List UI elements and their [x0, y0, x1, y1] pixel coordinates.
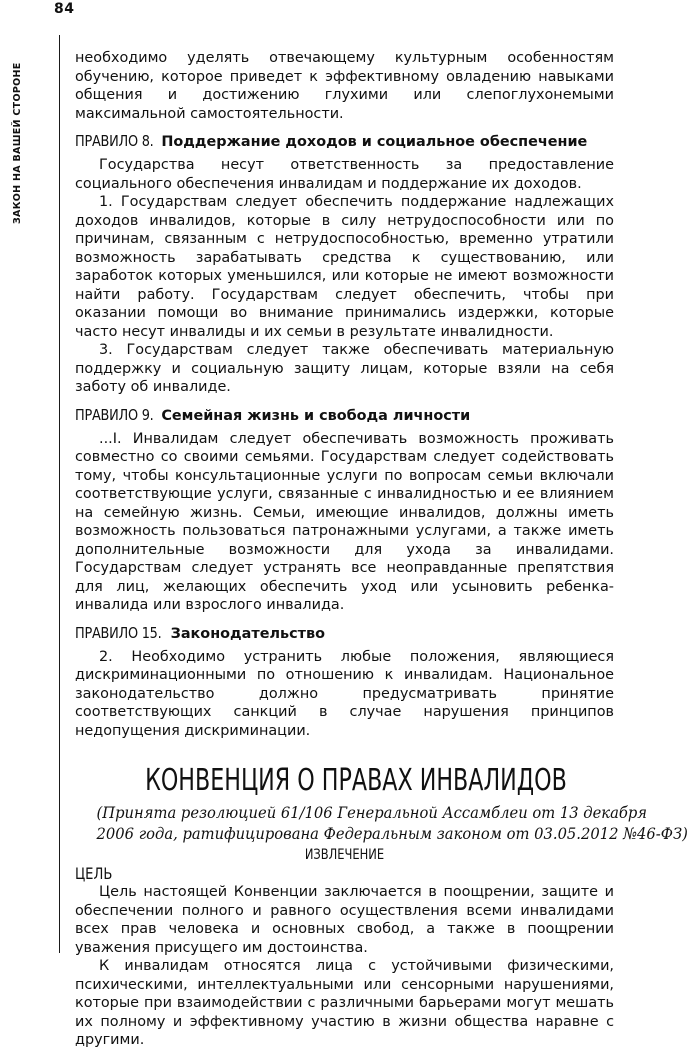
rule-8-paragraph: 3. Государствам следует также обеспечивать материальную поддержку и социальную защиту лицам, которые взяли на себя заботу об инвалиде.: [75, 342, 614, 395]
page-number: 84: [54, 1, 75, 17]
rule-9-title: Семейная жизнь и свобода личности: [161, 407, 471, 424]
margin-rule: [59, 35, 60, 953]
rule-8-heading: [75, 131, 614, 152]
extract-label: ИЗВЛЕЧЕНИЕ: [304, 847, 385, 863]
rule-9-paragraph: ...I. Инвалидам следует обеспечивать возможность проживать совместно со своими семьями. Государствам следует содействовать тому, чтобы консультационные услуги по вопросам семьи включали соответствующие услуги, связанные с инвалидностью и ее влиянием на семейную жизнь. Семьи, имеющие инвалидов, должны иметь возможность пользоваться патронажными услугами, а также иметь дополнительные возможности для ухода за инвалидами. Государствам следует устранять все неоправданные препятствия для лиц, желающих обеспечить уход или усыновить ребенка-инвалида или взрослого инвалида.: [75, 430, 614, 613]
rule-8-label: ПРАВИЛО 8.: [75, 132, 154, 150]
convention-paragraph: Цель настоящей Конвенции заключается в поощрении, защите и обеспечении полного и равного осуществления всеми инвалидами всех прав человека и основных свобод, а также в поощрении уважения присущего им достоинства.: [75, 884, 614, 956]
rule-8-title: Поддержание доходов и социальное обеспечение: [161, 134, 588, 150]
goal-heading: ЦЕЛЬ: [75, 864, 113, 883]
convention-paragraph: К инвалидам относятся лица с устойчивыми физическими, психическими, интеллектуальными или сенсорными нарушениями, которые при взаимодействии с различными барьерами могут мешать их полному и эффективному участию в жизни общества наравне с другими.: [75, 958, 614, 1048]
rule-9-heading: [75, 405, 614, 426]
rule-15-label: ПРАВИЛО 15.: [75, 623, 162, 642]
convention-title: КОНВЕНЦИЯ О ПРАВАХ ИНВАЛИДОВ: [145, 763, 567, 798]
rule-9-label: ПРАВИЛО 9.: [75, 405, 154, 424]
rule-15-paragraph: 2. Необходимо устранить любые положения, являющиеся дискриминационными по отношению к инвалидам. Национальное законодательство должно предусматривать принятие соответствующих санкций в случае нарушения принципов недопущения дискриминации.: [75, 648, 614, 739]
rule-8-paragraph: Государства несут ответственность за предоставление социального обеспечения инвалидам и поддержание их доходов.: [75, 157, 614, 192]
rule-8-paragraph: 1. Государствам следует обеспечить поддержание надлежащих доходов инвалидов, которые в силу нетрудоспособности или по причинам, связанным с нетрудоспособностью, временно утратили возможность зарабатывать средства к существованию, или заработок которых уменьшился, или которые не имеют возможности найти работу. Государствам следует обеспечить, чтобы при оказании помощи во внимание принимались издержки, которые часто несут инвалиды и их семьи в результате инвалидности.: [75, 194, 614, 340]
convention-subtitle-line: 2006 года, ратифицирована Федеральным законом от 03.05.2012 №46-ФЗ): [96, 824, 688, 843]
rule-15-heading: [75, 623, 614, 644]
rule-15-title: Законодательство: [170, 625, 325, 642]
intro-paragraph: необходимо уделять отвечающему культурным особенностям обучению, которое приведет к эффективному овладению навыками общения и достижению глухими или слепоглухонемыми максимальной самостоятельности.: [75, 50, 614, 122]
convention-subtitle-line: (Принята резолюцией 61/106 Генеральной Ассамблеи от 13 декабря: [96, 803, 648, 822]
page-body: [75, 49, 688, 1050]
running-header-vertical: ЗАКОН НА ВАШЕЙ СТОРОНЕ: [12, 62, 23, 224]
